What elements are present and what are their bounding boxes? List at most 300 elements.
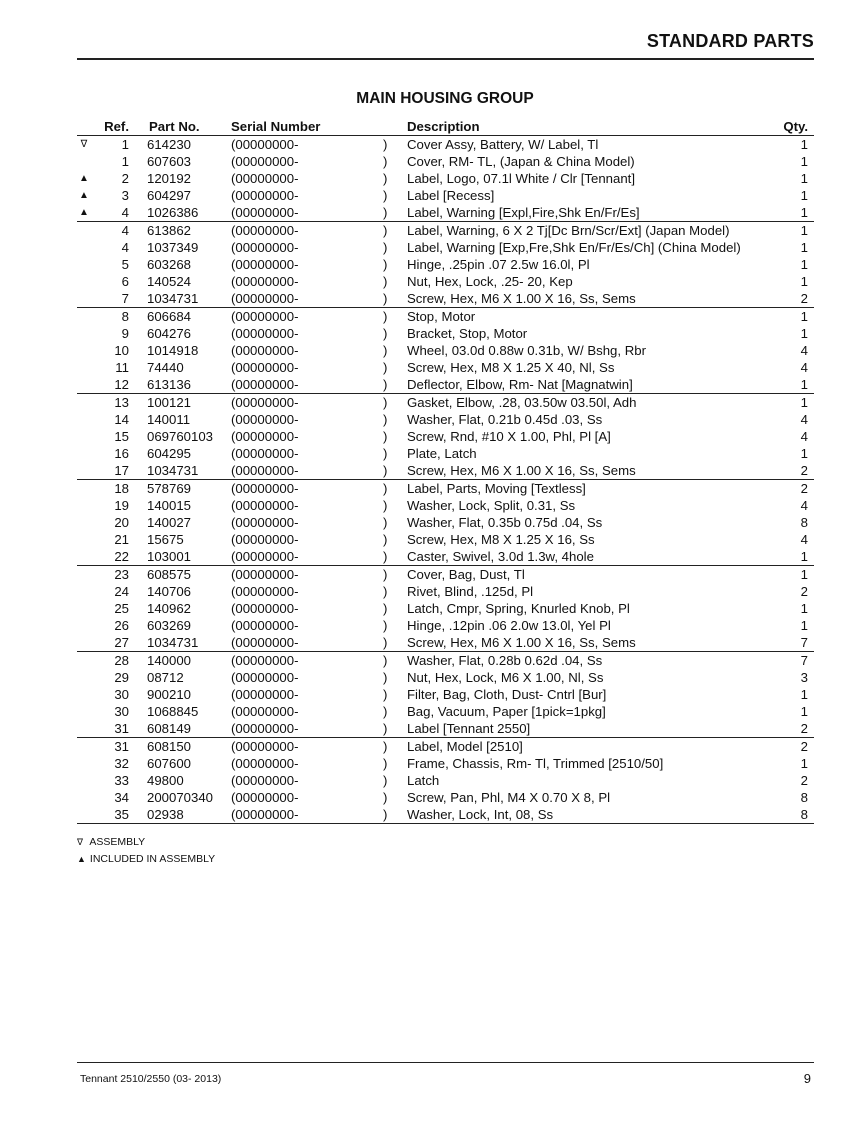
- row-serial-close: ): [383, 360, 388, 375]
- parts-table: [77, 118, 814, 824]
- row-quantity: 1: [800, 704, 808, 719]
- col-serial-header: Serial Number: [231, 119, 321, 134]
- row-ref: 23: [114, 567, 129, 582]
- row-ref: 16: [114, 446, 129, 461]
- row-quantity: 1: [800, 205, 808, 220]
- row-ref: 4: [121, 240, 129, 255]
- row-serial-close: ): [383, 412, 388, 427]
- table-row: [77, 720, 814, 738]
- row-serial-close: ): [383, 481, 388, 496]
- row-serial-close: ): [383, 377, 388, 392]
- row-serial-number: (00000000-: [231, 601, 299, 616]
- row-serial-close: ): [383, 635, 388, 650]
- row-part-number: 604276: [147, 326, 192, 341]
- row-serial-number: (00000000-: [231, 343, 299, 358]
- row-description: Deflector, Elbow, Rm- Nat [Magnatwin]: [407, 377, 633, 392]
- table-row: [77, 342, 814, 359]
- row-ref: 2: [121, 171, 129, 186]
- row-serial-number: (00000000-: [231, 446, 299, 461]
- row-ref: 20: [114, 515, 129, 530]
- row-description: Washer, Flat, 0.21b 0.45d .03, Ss: [407, 412, 603, 427]
- row-quantity: 4: [800, 360, 808, 375]
- row-part-number: 606684: [147, 309, 192, 324]
- table-row: [77, 583, 814, 600]
- row-quantity: 4: [800, 498, 808, 513]
- row-quantity: 4: [800, 412, 808, 427]
- row-serial-number: (00000000-: [231, 549, 299, 564]
- row-ref: 14: [114, 412, 129, 427]
- table-row: [77, 394, 814, 411]
- row-quantity: 1: [800, 756, 808, 771]
- col-ref-header: Ref.: [104, 119, 129, 134]
- row-description: Washer, Flat, 0.28b 0.62d .04, Ss: [407, 653, 603, 668]
- row-description: Caster, Swivel, 3.0d 1.3w, 4hole: [407, 549, 594, 564]
- row-serial-number: (00000000-: [231, 584, 299, 599]
- row-description: Nut, Hex, Lock, M6 X 1.00, Nl, Ss: [407, 670, 604, 685]
- table-row: [77, 600, 814, 617]
- row-quantity: 4: [800, 429, 808, 444]
- row-description: Latch, Cmpr, Spring, Knurled Knob, Pl: [407, 601, 630, 616]
- group-title: MAIN HOUSING GROUP: [356, 90, 534, 107]
- included-symbol-icon: ▲: [77, 854, 86, 864]
- row-serial-number: (00000000-: [231, 790, 299, 805]
- legend-assembly: [77, 836, 145, 848]
- row-quantity: 7: [800, 635, 808, 650]
- row-serial-close: ): [383, 240, 388, 255]
- table-row: [77, 136, 814, 153]
- row-description: Frame, Chassis, Rm- Tl, Trimmed [2510/50]: [407, 756, 664, 771]
- table-row: [77, 290, 814, 308]
- row-quantity: 1: [800, 137, 808, 152]
- table-row: [77, 170, 814, 187]
- row-part-number: 603269: [147, 618, 192, 633]
- row-quantity: 1: [800, 274, 808, 289]
- row-part-number: 103001: [147, 549, 192, 564]
- row-serial-close: ): [383, 687, 388, 702]
- row-serial-number: (00000000-: [231, 240, 299, 255]
- row-serial-close: ): [383, 223, 388, 238]
- header-rule: [77, 58, 814, 60]
- row-description: Screw, Hex, M6 X 1.00 X 16, Ss, Sems: [407, 635, 636, 650]
- row-serial-number: (00000000-: [231, 498, 299, 513]
- row-quantity: 2: [800, 291, 808, 306]
- row-part-number: 608149: [147, 721, 192, 736]
- table-row: [77, 153, 814, 170]
- row-quantity: 1: [800, 549, 808, 564]
- row-serial-number: (00000000-: [231, 188, 299, 203]
- row-serial-close: ): [383, 756, 388, 771]
- row-ref: 31: [114, 721, 129, 736]
- row-ref: 1: [121, 154, 129, 169]
- row-description: Screw, Hex, M8 X 1.25 X 16, Ss: [407, 532, 595, 547]
- legend-included: [77, 853, 215, 865]
- row-description: Label, Warning [Exp,Fre,Shk En/Fr/Es/Ch] (China Model): [407, 240, 741, 255]
- row-part-number: 608150: [147, 739, 192, 754]
- row-description: Cover, Bag, Dust, Tl: [407, 567, 525, 582]
- row-serial-number: (00000000-: [231, 515, 299, 530]
- row-description: Hinge, .25pin .07 2.5w 16.0l, Pl: [407, 257, 590, 272]
- row-ref: 33: [114, 773, 129, 788]
- row-ref: 31: [114, 739, 129, 754]
- row-description: Washer, Lock, Split, 0.31, Ss: [407, 498, 576, 513]
- row-part-number: 100121: [147, 395, 192, 410]
- row-serial-close: ): [383, 274, 388, 289]
- row-serial-close: ): [383, 446, 388, 461]
- row-mark-icon: ▲: [79, 190, 89, 201]
- row-quantity: 1: [800, 377, 808, 392]
- row-part-number: 069760103: [147, 429, 214, 444]
- row-part-number: 140015: [147, 498, 192, 513]
- row-ref: 15: [114, 429, 129, 444]
- row-serial-number: (00000000-: [231, 653, 299, 668]
- row-ref: 12: [114, 377, 129, 392]
- assembly-symbol-icon: ∇: [77, 837, 84, 847]
- table-row: [77, 376, 814, 394]
- legend-assembly-label: ASSEMBLY: [89, 836, 146, 848]
- row-serial-number: (00000000-: [231, 721, 299, 736]
- row-part-number: 140524: [147, 274, 192, 289]
- page-header-title: STANDARD PARTS: [646, 31, 814, 51]
- row-ref: 21: [114, 532, 129, 547]
- row-part-number: 900210: [147, 687, 192, 702]
- table-row: [77, 617, 814, 634]
- row-serial-number: (00000000-: [231, 154, 299, 169]
- row-quantity: 2: [800, 463, 808, 478]
- row-serial-close: ): [383, 567, 388, 582]
- row-quantity: 1: [800, 188, 808, 203]
- row-part-number: 140011: [147, 412, 191, 427]
- row-serial-close: ): [383, 188, 388, 203]
- row-quantity: 1: [800, 171, 808, 186]
- row-description: Stop, Motor: [407, 309, 476, 324]
- row-serial-number: (00000000-: [231, 360, 299, 375]
- footer-doc-id: Tennant 2510/2550 (03- 2013): [80, 1073, 222, 1085]
- row-serial-close: ): [383, 291, 388, 306]
- row-description: Screw, Hex, M8 X 1.25 X 40, Nl, Ss: [407, 360, 615, 375]
- table-row: [77, 445, 814, 462]
- row-quantity: 1: [800, 618, 808, 633]
- row-quantity: 1: [800, 240, 808, 255]
- table-row: [77, 428, 814, 445]
- row-serial-number: (00000000-: [231, 223, 299, 238]
- row-serial-number: (00000000-: [231, 567, 299, 582]
- row-serial-close: ): [383, 154, 388, 169]
- table-row: [77, 308, 814, 325]
- row-serial-close: ): [383, 515, 388, 530]
- row-description: Label [Recess]: [407, 188, 495, 203]
- row-serial-close: ): [383, 498, 388, 513]
- row-serial-number: (00000000-: [231, 309, 299, 324]
- table-row: [77, 772, 814, 789]
- row-quantity: 1: [800, 223, 808, 238]
- table-row: [77, 669, 814, 686]
- table-row: [77, 514, 814, 531]
- table-row: [77, 806, 814, 824]
- row-serial-close: ): [383, 790, 388, 805]
- table-row: [77, 755, 814, 772]
- row-serial-number: (00000000-: [231, 807, 299, 822]
- row-part-number: 1014918: [147, 343, 199, 358]
- row-serial-close: ): [383, 395, 388, 410]
- table-row: [77, 634, 814, 652]
- row-ref: 8: [121, 309, 129, 324]
- row-description: Filter, Bag, Cloth, Dust- Cntrl [Bur]: [407, 687, 607, 702]
- row-serial-close: ): [383, 584, 388, 599]
- row-quantity: 1: [800, 154, 808, 169]
- row-description: Screw, Hex, M6 X 1.00 X 16, Ss, Sems: [407, 291, 636, 306]
- row-part-number: 74440: [147, 360, 184, 375]
- row-part-number: 140000: [147, 653, 192, 668]
- row-serial-number: (00000000-: [231, 481, 299, 496]
- row-serial-close: ): [383, 309, 388, 324]
- table-row: [77, 686, 814, 703]
- row-part-number: 140962: [147, 601, 192, 616]
- row-quantity: 2: [800, 739, 808, 754]
- row-quantity: 4: [800, 343, 808, 358]
- row-serial-close: ): [383, 343, 388, 358]
- row-serial-close: ): [383, 171, 388, 186]
- row-quantity: 3: [800, 670, 808, 685]
- row-serial-number: (00000000-: [231, 274, 299, 289]
- row-part-number: 607603: [147, 154, 192, 169]
- row-description: Plate, Latch: [407, 446, 477, 461]
- row-quantity: 1: [800, 446, 808, 461]
- row-part-number: 02938: [147, 807, 184, 822]
- row-serial-number: (00000000-: [231, 618, 299, 633]
- row-quantity: 7: [800, 653, 808, 668]
- row-serial-close: ): [383, 618, 388, 633]
- row-serial-close: ): [383, 704, 388, 719]
- col-desc-header: Description: [407, 119, 480, 134]
- row-ref: 27: [114, 635, 129, 650]
- row-ref: 26: [114, 618, 129, 633]
- row-part-number: 140706: [147, 584, 192, 599]
- row-mark-icon: ▲: [79, 207, 89, 218]
- row-serial-close: ): [383, 721, 388, 736]
- row-serial-number: (00000000-: [231, 773, 299, 788]
- row-serial-number: (00000000-: [231, 412, 299, 427]
- row-ref: 18: [114, 481, 129, 496]
- row-description: Label, Warning [Expl,Fire,Shk En/Fr/Es]: [407, 205, 640, 220]
- row-serial-close: ): [383, 429, 388, 444]
- row-quantity: 1: [800, 567, 808, 582]
- row-part-number: 608575: [147, 567, 192, 582]
- row-serial-number: (00000000-: [231, 395, 299, 410]
- row-quantity: 8: [800, 790, 808, 805]
- row-quantity: 1: [800, 395, 808, 410]
- row-ref: 29: [114, 670, 129, 685]
- row-serial-number: (00000000-: [231, 326, 299, 341]
- col-qty-header: Qty.: [783, 119, 808, 134]
- row-description: Latch: [407, 773, 440, 788]
- row-serial-close: ): [383, 463, 388, 478]
- row-ref: 30: [114, 687, 129, 702]
- row-serial-number: (00000000-: [231, 291, 299, 306]
- row-serial-number: (00000000-: [231, 704, 299, 719]
- row-serial-close: ): [383, 205, 388, 220]
- row-description: Gasket, Elbow, .28, 03.50w 03.50l, Adh: [407, 395, 637, 410]
- row-part-number: 120192: [147, 171, 192, 186]
- footer-page-number: 9: [803, 1071, 811, 1086]
- table-row: [77, 789, 814, 806]
- row-description: Label, Parts, Moving [Textless]: [407, 481, 586, 496]
- table-row: [77, 497, 814, 514]
- row-mark-icon: ∇: [80, 139, 88, 150]
- row-ref: 24: [114, 584, 129, 599]
- legend-included-label: INCLUDED IN ASSEMBLY: [89, 853, 216, 865]
- table-body: [77, 136, 814, 824]
- row-quantity: 2: [800, 773, 808, 788]
- row-quantity: 2: [800, 584, 808, 599]
- row-quantity: 1: [800, 257, 808, 272]
- row-quantity: 4: [800, 532, 808, 547]
- row-ref: 17: [114, 463, 129, 478]
- row-part-number: 1034731: [147, 463, 199, 478]
- row-part-number: 1037349: [147, 240, 199, 255]
- row-serial-number: (00000000-: [231, 532, 299, 547]
- row-part-number: 1034731: [147, 635, 199, 650]
- table-row: [77, 222, 814, 239]
- row-mark-icon: ▲: [79, 173, 89, 184]
- row-description: Rivet, Blind, .125d, Pl: [407, 584, 534, 599]
- row-part-number: 613136: [147, 377, 192, 392]
- row-part-number: 613862: [147, 223, 192, 238]
- row-serial-number: (00000000-: [231, 257, 299, 272]
- row-ref: 28: [114, 653, 129, 668]
- row-description: Washer, Lock, Int, 08, Ss: [407, 807, 554, 822]
- row-description: Screw, Rnd, #10 X 1.00, Phl, Pl [A]: [407, 429, 611, 444]
- footer-rule: [77, 1062, 814, 1063]
- row-part-number: 1026386: [147, 205, 199, 220]
- row-part-number: 1068845: [147, 704, 199, 719]
- col-part-header: Part No.: [149, 119, 200, 134]
- row-serial-number: (00000000-: [231, 377, 299, 392]
- row-part-number: 603268: [147, 257, 192, 272]
- table-row: [77, 204, 814, 222]
- row-ref: 5: [121, 257, 129, 272]
- row-part-number: 1034731: [147, 291, 199, 306]
- row-description: Washer, Flat, 0.35b 0.75d .04, Ss: [407, 515, 603, 530]
- table-row: [77, 531, 814, 548]
- row-description: Screw, Pan, Phl, M4 X 0.70 X 8, Pl: [407, 790, 611, 805]
- row-serial-close: ): [383, 773, 388, 788]
- row-quantity: 2: [800, 481, 808, 496]
- row-ref: 19: [114, 498, 129, 513]
- row-ref: 9: [121, 326, 129, 341]
- table-row: [77, 325, 814, 342]
- row-description: Hinge, .12pin .06 2.0w 13.0l, Yel Pl: [407, 618, 611, 633]
- row-serial-close: ): [383, 739, 388, 754]
- row-serial-number: (00000000-: [231, 171, 299, 186]
- row-serial-number: (00000000-: [231, 687, 299, 702]
- row-ref: 6: [121, 274, 129, 289]
- row-serial-number: (00000000-: [231, 739, 299, 754]
- row-quantity: 1: [800, 309, 808, 324]
- row-description: Screw, Hex, M6 X 1.00 X 16, Ss, Sems: [407, 463, 636, 478]
- table-row: [77, 548, 814, 566]
- table-row: [77, 738, 814, 755]
- row-description: Nut, Hex, Lock, .25- 20, Kep: [407, 274, 573, 289]
- table-row: [77, 566, 814, 583]
- row-description: Label, Warning, 6 X 2 Tj[Dc Brn/Scr/Ext] (Japan Model): [407, 223, 730, 238]
- row-serial-number: (00000000-: [231, 463, 299, 478]
- row-ref: 22: [114, 549, 129, 564]
- row-serial-number: (00000000-: [231, 429, 299, 444]
- row-ref: 1: [121, 137, 129, 152]
- row-serial-number: (00000000-: [231, 137, 299, 152]
- row-part-number: 49800: [147, 773, 184, 788]
- row-serial-close: ): [383, 601, 388, 616]
- row-description: Wheel, 03.0d 0.88w 0.31b, W/ Bshg, Rbr: [407, 343, 646, 358]
- row-description: Bracket, Stop, Motor: [407, 326, 528, 341]
- table-row: [77, 652, 814, 669]
- row-quantity: 2: [800, 721, 808, 736]
- table-row: [77, 359, 814, 376]
- row-description: Bag, Vacuum, Paper [1pick=1pkg]: [407, 704, 606, 719]
- row-serial-number: (00000000-: [231, 670, 299, 685]
- row-ref: 30: [114, 704, 129, 719]
- row-description: Label, Logo, 07.1l White / Clr [Tennant]: [407, 171, 635, 186]
- table-row: [77, 187, 814, 204]
- row-quantity: 1: [800, 326, 808, 341]
- row-ref: 11: [115, 360, 129, 375]
- row-serial-number: (00000000-: [231, 756, 299, 771]
- row-quantity: 1: [800, 601, 808, 616]
- row-serial-close: ): [383, 532, 388, 547]
- row-ref: 13: [114, 395, 129, 410]
- row-part-number: 604297: [147, 188, 192, 203]
- row-serial-close: ): [383, 670, 388, 685]
- row-serial-close: ): [383, 807, 388, 822]
- row-ref: 35: [114, 807, 129, 822]
- table-row: [77, 256, 814, 273]
- table-row: [77, 273, 814, 290]
- row-part-number: 200070340: [147, 790, 214, 805]
- row-description: Label [Tennant 2550]: [407, 721, 531, 736]
- row-description: Cover, RM- TL, (Japan & China Model): [407, 154, 635, 169]
- row-description: Cover Assy, Battery, W/ Label, Tl: [407, 137, 599, 152]
- row-ref: 4: [121, 205, 129, 220]
- table-row: [77, 411, 814, 428]
- table-row: [77, 462, 814, 480]
- row-ref: 25: [114, 601, 129, 616]
- row-part-number: 607600: [147, 756, 192, 771]
- row-serial-close: ): [383, 137, 388, 152]
- row-ref: 3: [121, 188, 129, 203]
- row-part-number: 140027: [147, 515, 192, 530]
- row-serial-close: ): [383, 549, 388, 564]
- row-ref: 10: [114, 343, 129, 358]
- row-part-number: 614230: [147, 137, 192, 152]
- row-serial-close: ): [383, 326, 388, 341]
- row-ref: 4: [121, 223, 129, 238]
- row-serial-number: (00000000-: [231, 635, 299, 650]
- row-quantity: 8: [800, 807, 808, 822]
- row-ref: 7: [121, 291, 129, 306]
- row-ref: 34: [114, 790, 129, 805]
- row-part-number: 15675: [147, 532, 184, 547]
- row-serial-close: ): [383, 257, 388, 272]
- row-part-number: 604295: [147, 446, 192, 461]
- row-quantity: 1: [800, 687, 808, 702]
- row-quantity: 8: [800, 515, 808, 530]
- row-part-number: 08712: [147, 670, 184, 685]
- table-row: [77, 703, 814, 720]
- row-description: Label, Model [2510]: [407, 739, 523, 754]
- table-header: [77, 118, 814, 136]
- row-serial-close: ): [383, 653, 388, 668]
- table-row: [77, 480, 814, 497]
